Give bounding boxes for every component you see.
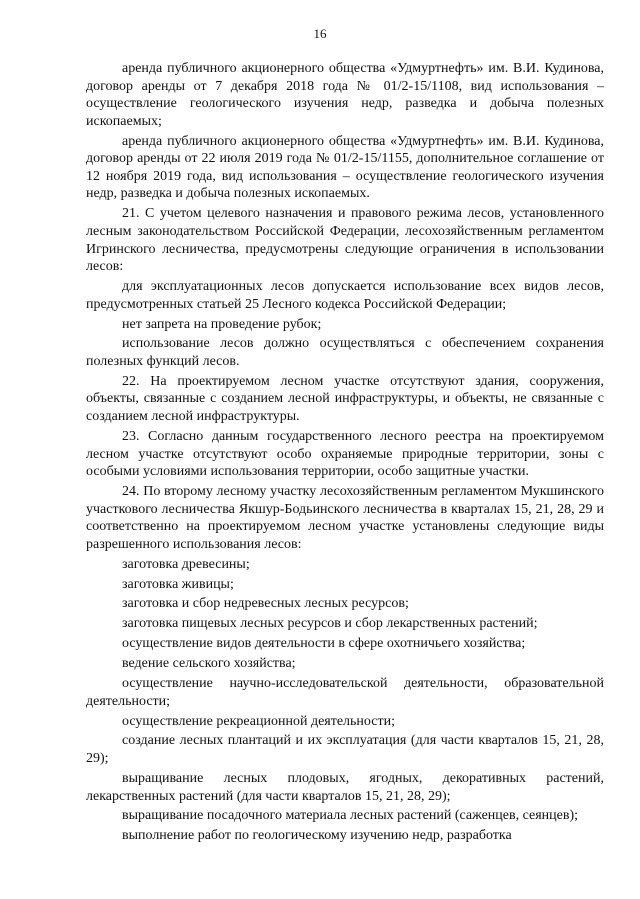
list-item-use: заготовка пищевых лесных ресурсов и сбор лекарственных растений; [122, 616, 538, 632]
paragraph-23: 23. Согласно данным государственного лесного реестра на проектируемом лесном участке отсутствуют особо охраняемые природные территории, зоны с особыми условиями использования территории, особо защитные участки. [86, 428, 604, 480]
paragraph-21: 21. С учетом целевого назначения и правового режима лесов, установленного лесным законодательством Российской Федерации, лесохозяйственным регламентом Игринского лесничества, предусмотрены следующие ограничения в использовании лесов: [86, 206, 604, 275]
list-item-use: заготовка живицы; [122, 576, 234, 592]
list-item-use: ведение сельского хозяйства; [122, 656, 296, 672]
list-item-use: осуществление видов деятельности в сфере охотничьего хозяйства; [122, 636, 526, 652]
paragraph-lease-1: аренда публичного акционерного общества «Удмуртнефть» им. В.И. Кудинова, договор аренды от 7 декабря 2018 года № 01/2-15/1108, вид использования – осуществление геологического изучения недр, разведка и добыча полезных ископаемых; [86, 61, 604, 129]
paragraph-22: 22. На проектируемом лесном участке отсутствуют здания, сооружения, объекты, связанные с созданием лесной инфраструктуры, и объекты, не связанные с созданием лесной инфраструктуры. [86, 373, 604, 425]
list-item-use: выполнение работ по геологическому изучению недр, разработка [122, 828, 512, 844]
list-item-use: осуществление рекреационной деятельности; [122, 713, 395, 729]
paragraph-restriction-1: для эксплуатационных лесов допускается использование всех видов лесов, предусмотренных статьей 25 Лесного кодекса Российской Федерации; [86, 279, 604, 312]
paragraph-restriction-3: использование лесов должно осуществляться с обеспечением сохранения полезных функций лесов. [86, 336, 604, 369]
list-item-use: выращивание посадочного материала лесных растений (саженцев, сеянцев); [122, 808, 579, 824]
page-number: 16 [313, 26, 327, 41]
paragraph-24: 24. По второму лесному участку лесохозяйственным регламентом Мукшинского участкового лесничества Якшур-Бодьинского лесничества в кварталах 15, 21, 28, 29 и соответственно на проектируемом лесном участке установлены следующие виды разрешенного использования лесов: [86, 484, 604, 552]
paragraph-restriction-2: нет запрета на проведение рубок; [122, 316, 322, 332]
list-item-use: заготовка древесины; [122, 556, 250, 572]
list-item-use: заготовка и сбор недревесных лесных ресурсов; [122, 596, 409, 612]
list-item-use: осуществление научно-исследовательской деятельности, образовательной деятельности; [86, 676, 604, 709]
paragraph-lease-2: аренда публичного акционерного общества «Удмуртнефть» им. В.И. Кудинова, договор аренды от 22 июля 2019 года № 01/2-15/1155, дополнительное соглашение от 12 ноября 2019 года, вид использования – осуществление геологического изучения недр, разведка и добыча полезных ископаемых. [86, 133, 604, 202]
list-item-use: создание лесных плантаций и их эксплуатация (для части кварталов 15, 21, 28, 29); [86, 733, 604, 767]
list-item-use: выращивание лесных плодовых, ягодных, декоративных растений, лекарственных растений (для части кварталов 15, 21, 28, 29); [86, 770, 604, 804]
document-body [86, 60, 604, 847]
